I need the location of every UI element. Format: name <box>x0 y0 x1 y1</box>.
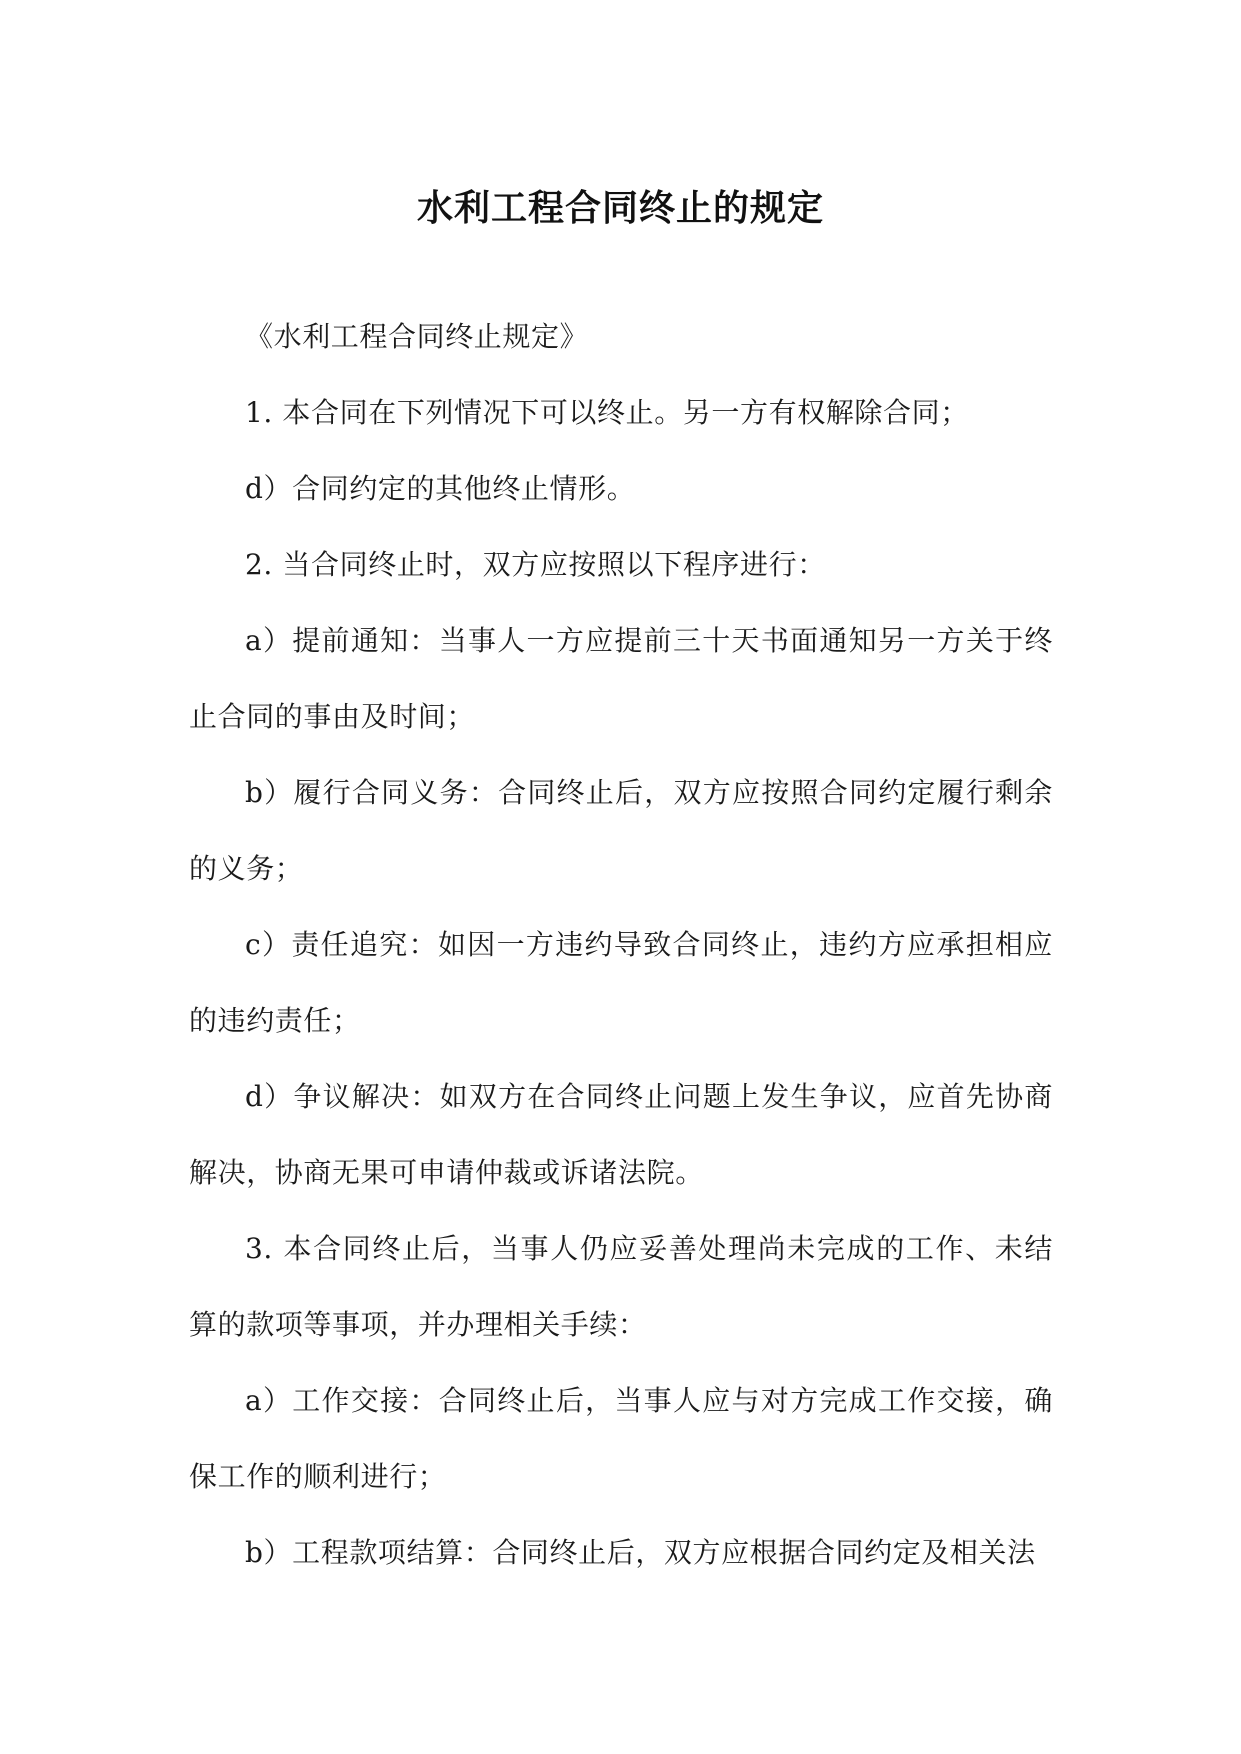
paragraph-clause-2b: b）履行合同义务：合同终止后，双方应按照合同约定履行剩余的义务； <box>189 776 1053 885</box>
paragraph-clause-2: 2. 当合同终止时，双方应按照以下程序进行： <box>245 548 826 581</box>
document-title: 水利工程合同终止的规定 <box>416 187 824 229</box>
paragraph-clause-1d: d）合同约定的其他终止情形。 <box>245 472 636 505</box>
paragraph-clause-1: 1. 本合同在下列情况下可以终止。另一方有权解除合同； <box>245 396 969 429</box>
paragraph-clause-3: 3. 本合同终止后，当事人仍应妥善处理尚未完成的工作、未结算的款项等事项，并办理相关手续： <box>189 1232 1053 1341</box>
paragraph-clause-2c: c）责任追究：如因一方违约导致合同终止，违约方应承担相应的违约责任； <box>189 928 1053 1037</box>
paragraph-clause-3a: a）工作交接：合同终止后，当事人应与对方完成工作交接，确保工作的顺利进行； <box>189 1384 1053 1493</box>
paragraph-clause-2d: d）争议解决：如双方在合同终止问题上发生争议，应首先协商解决，协商无果可申请仲裁或诉诸法院。 <box>189 1080 1053 1189</box>
document-body <box>189 299 1053 1591</box>
paragraph-regulation-name: 《水利工程合同终止规定》 <box>245 320 589 353</box>
paragraph-clause-3b: b）工程款项结算：合同终止后，双方应根据合同约定及相关法 <box>245 1536 1036 1569</box>
paragraph-clause-2a: a）提前通知：当事人一方应提前三十天书面通知另一方关于终止合同的事由及时间； <box>189 624 1053 733</box>
